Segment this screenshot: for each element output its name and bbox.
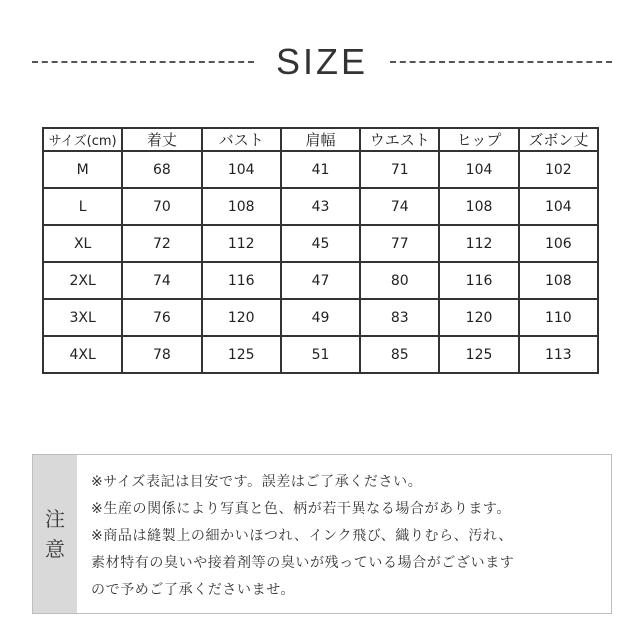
table-cell: 125	[202, 336, 281, 373]
header-cell-shoulder: 肩幅	[281, 128, 360, 151]
table-cell: 45	[281, 225, 360, 262]
table-cell: 78	[122, 336, 201, 373]
table-cell: 74	[122, 262, 201, 299]
notes-label	[33, 455, 77, 613]
notes-label-char: 意	[45, 537, 65, 561]
left-dashed-divider	[32, 61, 254, 63]
header-cell-size: サイズ(cm)	[43, 128, 122, 151]
table-cell: 102	[519, 151, 598, 188]
header-cell-waist: ウエスト	[360, 128, 439, 151]
note-line: ので予めご了承くださいませ。	[91, 582, 295, 598]
table-cell: 49	[281, 299, 360, 336]
table-cell: 112	[439, 225, 518, 262]
notes-label-char: 注	[45, 507, 65, 531]
table-cell: 120	[439, 299, 518, 336]
size-table	[42, 127, 599, 374]
table-cell: 110	[519, 299, 598, 336]
table-cell: 83	[360, 299, 439, 336]
table-cell: 4XL	[43, 336, 122, 373]
note-line: ※生産の関係により写真と色、柄が若干異なる場合があります。	[91, 501, 512, 517]
title-row	[32, 42, 612, 82]
header-cell-pants-length: ズボン丈	[519, 128, 598, 151]
table-cell: 68	[122, 151, 201, 188]
header-cell-hip: ヒップ	[439, 128, 518, 151]
table-cell: 3XL	[43, 299, 122, 336]
table-cell: 77	[360, 225, 439, 262]
right-dashed-divider	[390, 61, 612, 63]
table-cell: L	[43, 188, 122, 225]
table-cell: 108	[202, 188, 281, 225]
notes-body	[77, 455, 611, 613]
table-header-row	[43, 128, 598, 151]
table-cell: 116	[439, 262, 518, 299]
table-cell: 113	[519, 336, 598, 373]
table-cell: 112	[202, 225, 281, 262]
table-cell: 74	[360, 188, 439, 225]
table-cell: 120	[202, 299, 281, 336]
table-cell: 108	[439, 188, 518, 225]
table-cell: 2XL	[43, 262, 122, 299]
table-row	[43, 188, 598, 225]
table-cell: 116	[202, 262, 281, 299]
table-cell: 106	[519, 225, 598, 262]
table-cell: 80	[360, 262, 439, 299]
note-line: ※商品は縫製上の細かいほつれ、インク飛び、織りむら、汚れ、	[91, 528, 513, 544]
table-row	[43, 225, 598, 262]
table-cell: 104	[439, 151, 518, 188]
header-cell-bust: バスト	[202, 128, 281, 151]
table-cell: 85	[360, 336, 439, 373]
notes-box	[32, 454, 612, 614]
table-cell: 104	[202, 151, 281, 188]
table-cell: 72	[122, 225, 201, 262]
table-row	[43, 262, 598, 299]
table-cell: XL	[43, 225, 122, 262]
table-cell: M	[43, 151, 122, 188]
table-row	[43, 336, 598, 373]
table-row	[43, 299, 598, 336]
table-cell: 41	[281, 151, 360, 188]
header-cell-length: 着丈	[122, 128, 201, 151]
table-cell: 71	[360, 151, 439, 188]
table-cell: 108	[519, 262, 598, 299]
page-title: SIZE	[276, 41, 369, 82]
note-line: ※サイズ表記は目安です。誤差はご了承ください。	[91, 474, 423, 490]
table-cell: 125	[439, 336, 518, 373]
table-cell: 51	[281, 336, 360, 373]
table-cell: 104	[519, 188, 598, 225]
table-cell: 43	[281, 188, 360, 225]
table-cell: 47	[281, 262, 360, 299]
table-row	[43, 151, 598, 188]
note-line: 素材特有の臭いや接着剤等の臭いが残っている場合がございます	[91, 555, 515, 571]
table-cell: 76	[122, 299, 201, 336]
table-cell: 70	[122, 188, 201, 225]
